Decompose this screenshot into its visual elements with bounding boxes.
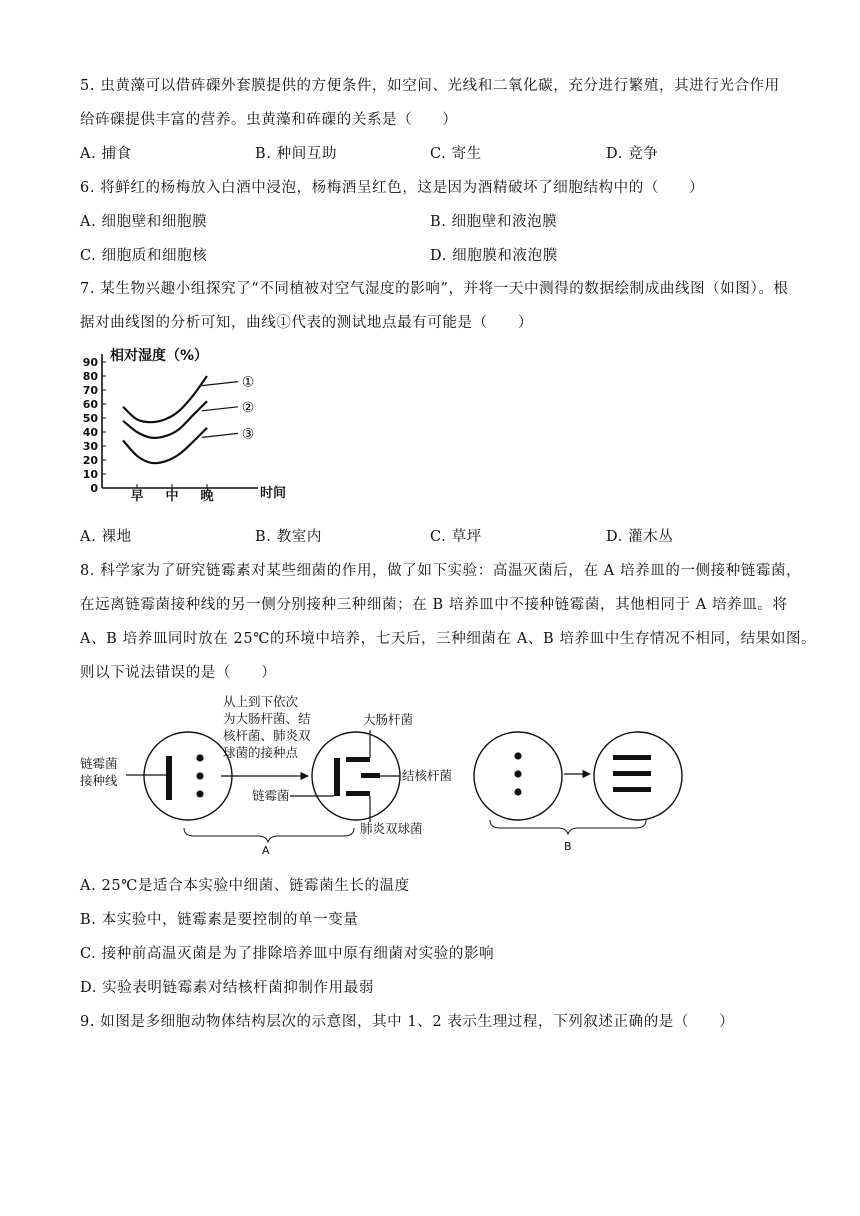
ecoli-label: 大肠杆菌: [363, 712, 414, 727]
q5-stem-line2: 给砗磲提供丰富的营养。虫黄藻和砗磲的关系是（ ）: [80, 112, 458, 128]
inoculation-point-3: [196, 790, 203, 797]
q5-option-c[interactable]: C. 寄生: [430, 146, 482, 162]
series-label-leader: [202, 433, 238, 437]
q6-option-d[interactable]: D. 细胞膜和液泡膜: [430, 248, 558, 264]
brace-a: [184, 828, 354, 842]
b-inoculation-point-3: [514, 788, 521, 795]
group-a-label: A: [262, 844, 270, 857]
strep-growth-line: [334, 758, 340, 796]
brace-b: [490, 820, 646, 834]
strep-line-label1: 链霉菌: [80, 756, 118, 771]
series-label-leader: [202, 382, 238, 386]
q5-option-b[interactable]: B. 种间互助: [255, 146, 338, 162]
y-tick-label: 20: [82, 454, 98, 467]
q8-option-c[interactable]: C. 接种前高温灭菌是为了排除培养皿中原有细菌对实验的影响: [80, 946, 495, 962]
q6-option-b[interactable]: B. 细胞壁和液泡膜: [430, 214, 558, 230]
q7-stem-line2: 据对曲线图的分析可知，曲线①代表的测试地点最有可能是（ ）: [80, 315, 533, 331]
tb-growth: [361, 773, 380, 778]
pneumo-growth: [346, 791, 370, 796]
q6-stem-line1: 6. 将鲜红的杨梅放入白酒中浸泡，杨梅酒呈红色，这是因为酒精破坏了细胞结构中的（ ）: [80, 180, 705, 196]
q7-option-a[interactable]: A. 裸地: [80, 529, 132, 545]
strep-line-label2: 接种线: [80, 773, 118, 788]
y-tick-label: 60: [82, 398, 98, 411]
inoculation-note-line2: 为大肠杆菌、结: [223, 711, 311, 726]
series-label-3: ③: [241, 426, 255, 443]
streptomycin-experiment-diagram: [76, 690, 706, 860]
q6-option-c[interactable]: C. 细胞质和细胞核: [80, 248, 208, 264]
pneumo-label: 肺炎双球菌: [360, 821, 423, 836]
curve-3: [123, 428, 207, 463]
q7-option-b[interactable]: B. 教室内: [255, 529, 322, 545]
group-b-label: B: [564, 840, 572, 853]
q6-option-a[interactable]: A. 细胞壁和细胞膜: [80, 214, 208, 230]
strep-label: 链霉菌: [252, 788, 290, 803]
x-tick-label-3: 晚: [200, 489, 214, 504]
q8-stem-line1: 8. 科学家为了研究链霉素对某些细菌的作用，做了如下实验：高温灭菌后，在 A 培养皿的一侧接种链霉菌，: [80, 563, 802, 579]
y-tick-label: 30: [82, 440, 98, 453]
q7-option-d[interactable]: D. 灌木丛: [606, 529, 674, 545]
inoculation-note-line3: 核杆菌、肺炎双: [223, 728, 311, 743]
q7-option-c[interactable]: C. 草坪: [430, 529, 482, 545]
q8-stem-line3: A、B 培养皿同时放在 25℃的环境中培养，七天后，三种细菌在 A、B 培养皿中生存情况不相同，结果如图。: [80, 631, 817, 647]
y-tick-label: 50: [82, 412, 98, 425]
y-tick-label: 0: [90, 482, 98, 495]
b-pneumo-growth: [613, 787, 651, 792]
y-tick-label: 40: [82, 426, 98, 439]
b-ecoli-growth: [613, 755, 651, 760]
y-tick-label: 10: [82, 468, 98, 481]
q8-stem-line4: 则以下说法错误的是（ ）: [80, 665, 277, 681]
series-label-2: ②: [241, 399, 255, 416]
series-label-1: ①: [241, 374, 255, 391]
inoculation-point-2: [196, 772, 203, 779]
b-tb-growth: [613, 771, 651, 776]
dish-a-before: [144, 732, 232, 820]
q5-option-a[interactable]: A. 捕食: [80, 146, 132, 162]
chart-xlabel: 时间: [260, 486, 287, 501]
y-tick-label: 70: [82, 384, 98, 397]
b-inoculation-point-1: [514, 752, 521, 759]
tb-label: 结核杆菌: [402, 768, 453, 783]
q8-option-b[interactable]: B. 本实验中，链霉素是要控制的单一变量: [80, 912, 359, 928]
inoculation-note-line4: 球菌的接种点: [223, 745, 299, 760]
q9-stem-line1: 9. 如图是多细胞动物体结构层次的示意图，其中 1、2 表示生理过程，下列叙述正确的是（ ）: [80, 1014, 735, 1030]
q5-stem-line1: 5. 虫黄藻可以借砗磲外套膜提供的方便条件，如空间、光线和二氧化碳，充分进行繁殖，其进行光合作用: [80, 78, 780, 94]
q8-option-a[interactable]: A. 25℃是适合本实验中细菌、链霉菌生长的温度: [80, 878, 410, 894]
chart-ylabel: 相对湿度（%）: [110, 348, 209, 364]
inoculation-note-line1: 从上到下依次: [223, 694, 299, 709]
q7-stem-line1: 7. 某生物兴趣小组探究了“不同植被对空气湿度的影响”，并将一天中测得的数据绘制成曲线图（如图）。根: [80, 281, 789, 297]
humidity-chart: [80, 340, 300, 510]
q8-option-d[interactable]: D. 实验表明链霉素对结核杆菌抑制作用最弱: [80, 980, 374, 996]
ecoli-growth: [346, 757, 370, 762]
strep-inoculation-line: [166, 756, 172, 800]
q8-stem-line2: 在远离链霉菌接种线的另一侧分别接种三种细菌；在 B 培养皿中不接种链霉菌，其他相同于 A 培养皿。将: [80, 597, 788, 613]
x-tick-label-1: 早: [130, 489, 144, 504]
inoculation-point-1: [196, 754, 203, 761]
x-tick-label-2: 中: [165, 489, 179, 504]
series-label-leader: [202, 407, 238, 411]
q5-option-d[interactable]: D. 竞争: [606, 146, 659, 162]
y-tick-label: 90: [82, 356, 98, 369]
b-inoculation-point-2: [514, 770, 521, 777]
y-tick-label: 80: [82, 370, 98, 383]
